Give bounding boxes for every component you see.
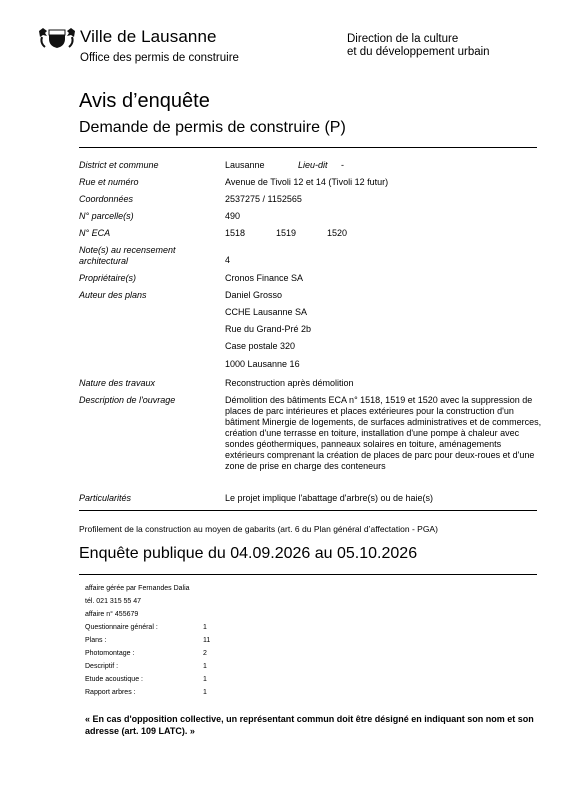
office-name: Office des permis de construire	[80, 52, 239, 64]
lieudit-value: -	[341, 160, 344, 170]
note-label	[79, 245, 176, 266]
document-label: Etude acoustique :	[85, 676, 143, 683]
eca-value-1: 1518	[225, 228, 246, 238]
department-line-1: Direction de la culture	[347, 33, 459, 45]
lieudit-label: Lieu-dit	[298, 160, 328, 170]
page-subtitle: Demande de permis de construire (P)	[79, 119, 346, 136]
author-line: Rue du Grand-Pré 2b	[225, 324, 312, 334]
note-value: 4	[225, 255, 231, 265]
description-label: Description de l'ouvrage	[79, 395, 176, 405]
opposition-note: « En cas d'opposition collective, un représentant commun doit être désigné en indiquant son nom et son adresse (art. 109 LATC). »	[85, 714, 534, 736]
document-label: Descriptif :	[85, 663, 119, 670]
district-value: Lausanne	[225, 160, 265, 170]
document-label: Plans :	[85, 637, 107, 644]
note-label-line-2: architectural	[79, 255, 129, 266]
document-label: Photomontage :	[85, 650, 135, 657]
owner-label: Propriétaire(s)	[79, 273, 137, 283]
note-label-line-1: Note(s) au recensement	[79, 245, 176, 255]
department-line-2: et du développement urbain	[347, 46, 490, 58]
street-value: Avenue de Tivoli 12 et 14 (Tivoli 12 futur)	[225, 177, 389, 187]
divider	[79, 574, 537, 575]
city-name: Ville de Lausanne	[80, 27, 217, 46]
affair-number: affaire n° 455679	[85, 611, 139, 618]
district-label: District et commune	[79, 160, 159, 170]
document-count: 1	[203, 663, 207, 670]
enquete-period: Enquête publique du 04.09.2026 au 05.10.2026	[79, 545, 418, 562]
profile-note: Profilement de la construction au moyen de gabarits (art. 6 du Plan général d’affectation - PGA)	[79, 524, 438, 534]
author-line: Daniel Grosso	[225, 290, 283, 300]
parcel-label: N° parcelle(s)	[79, 211, 134, 221]
street-label: Rue et numéro	[79, 177, 139, 187]
coords-value: 2537275 / 1152565	[225, 194, 302, 204]
nature-value: Reconstruction après démolition	[225, 378, 354, 388]
document-count: 11	[203, 637, 211, 644]
particular-value: Le projet implique l'abattage d'arbre(s) ou de haie(s)	[225, 493, 434, 503]
particular-label: Particularités	[79, 493, 132, 503]
author-line: 1000 Lausanne 16	[225, 359, 300, 369]
document-count: 1	[203, 676, 207, 683]
nature-label: Nature des travaux	[79, 378, 156, 388]
description-value: Démolition des bâtiments ECA n° 1518, 1519 et 1520 avec la suppression de places de parc intérieures et places extérieures pour la construction d'un bâtiment Minergie de logements, de surfaces administratives et de commerces, création d'une terrasse en toiture, installation d'une pompe à chaleur avec sondes géothermiques, panneaux solaires en toiture, aménagements extérieurs comprenant la création de places de parc pour deux-roues et d'une zone de prise en charge des conteneurs	[225, 395, 542, 471]
divider	[79, 147, 537, 148]
lausanne-coat-of-arms-icon	[37, 27, 77, 49]
coords-label: Coordonnées	[79, 194, 134, 204]
document-count: 1	[203, 689, 207, 696]
phone: tél. 021 315 55 47	[85, 598, 142, 605]
managed-by: affaire gérée par Fernandes Dalia	[85, 585, 190, 592]
department-name	[347, 33, 490, 59]
divider	[79, 510, 537, 511]
owner-value: Cronos Finance SA	[225, 273, 304, 283]
page-title: Avis d’enquête	[79, 90, 210, 112]
eca-label: N° ECA	[79, 228, 111, 238]
eca-value-2: 1519	[276, 228, 297, 238]
document-count: 2	[203, 650, 207, 657]
author-line: CCHE Lausanne SA	[225, 307, 308, 317]
eca-value-3: 1520	[327, 228, 348, 238]
author-label: Auteur des plans	[79, 290, 147, 300]
document-label: Questionnaire général :	[85, 624, 158, 631]
document-label: Rapport arbres :	[85, 689, 136, 696]
document-count: 1	[203, 624, 207, 631]
author-line: Case postale 320	[225, 341, 296, 351]
parcel-value: 490	[225, 211, 241, 221]
